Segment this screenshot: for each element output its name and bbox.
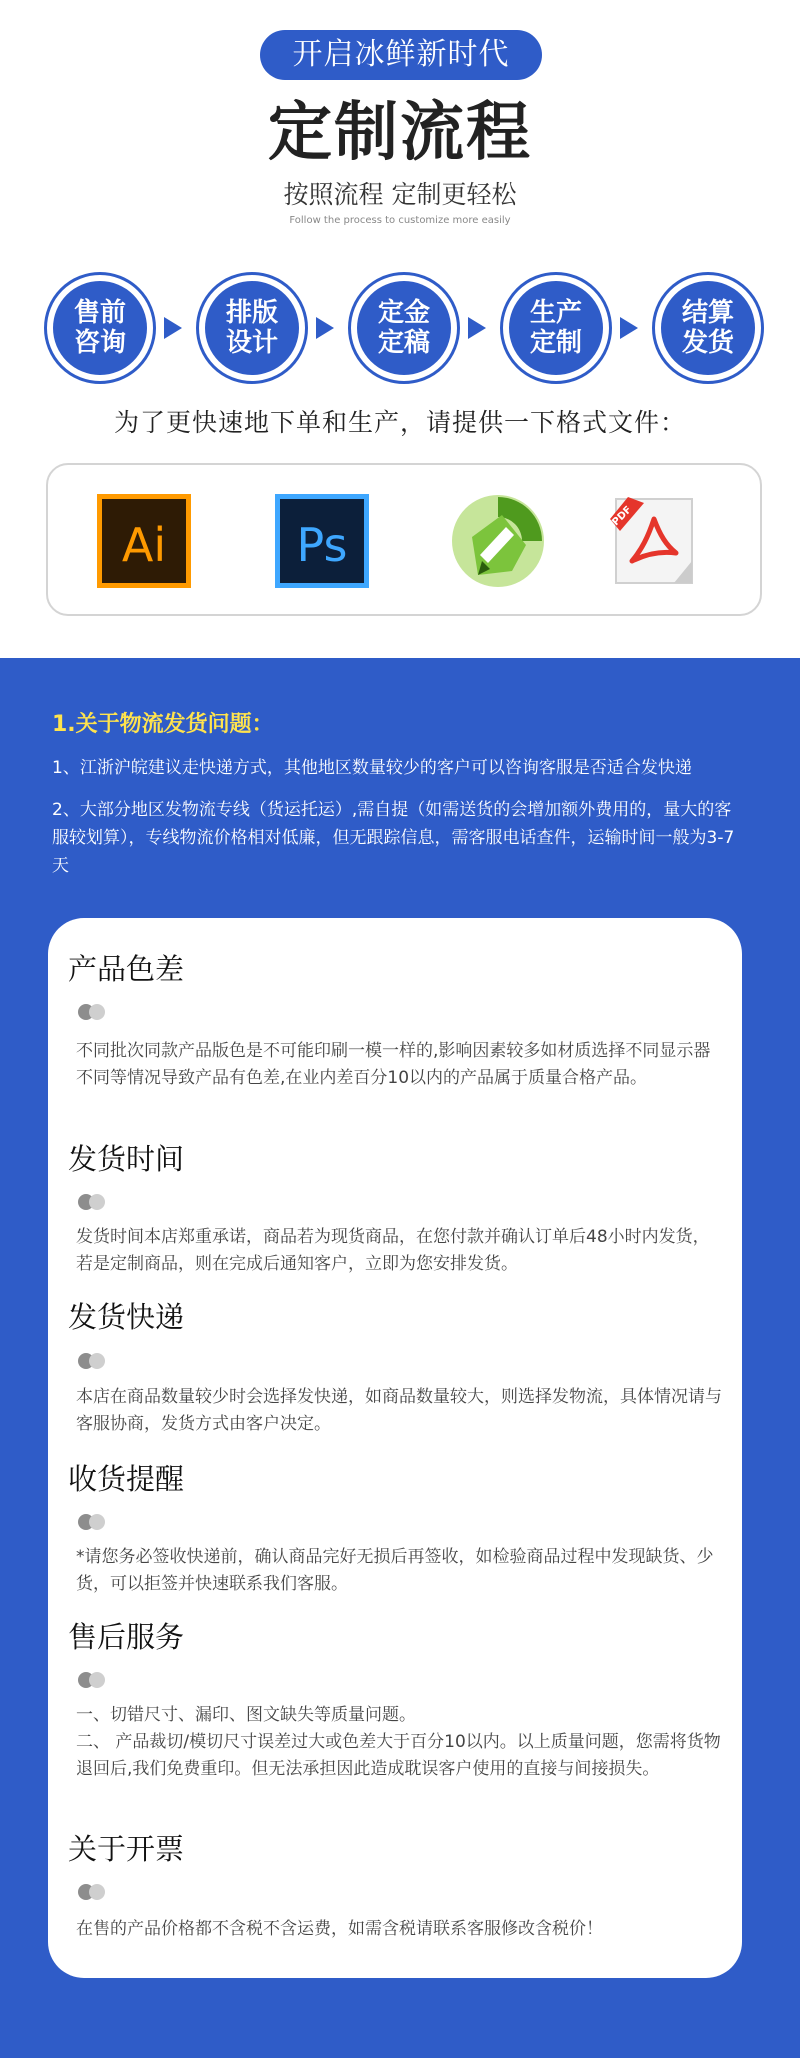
step-settle-ship xyxy=(652,272,764,384)
step-label: 售前 咨询 xyxy=(53,281,147,375)
adobe-photoshop-icon xyxy=(272,491,372,591)
toggle-dots-icon xyxy=(78,1884,106,1900)
section-title-invoice: 关于开票 xyxy=(68,1832,185,1866)
section-text-color-difference: 不同批次同款产品版色是不可能印刷一模一样的,影响因素较多如材质选择不同显示器不同等情况导致产品有色差,在业内差百分10以内的产品属于质量合格产品。 xyxy=(76,1041,711,1088)
toggle-dots-icon xyxy=(78,1672,106,1688)
toggle-dots-icon xyxy=(78,1004,106,1020)
toggle-dots-icon xyxy=(78,1514,106,1530)
step-production xyxy=(500,272,612,384)
section-title-shipping-time: 发货时间 xyxy=(68,1142,185,1176)
step-label: 定金 定稿 xyxy=(357,281,451,375)
process-steps xyxy=(0,272,800,387)
step-label: 结算 发货 xyxy=(661,281,755,375)
toggle-dots-icon xyxy=(78,1353,106,1369)
step-label: 排版 设计 xyxy=(205,281,299,375)
step-presale-consult xyxy=(44,272,156,384)
svg-text:Ai: Ai xyxy=(121,518,167,572)
toggle-dots-icon xyxy=(78,1194,106,1210)
coreldraw-icon xyxy=(448,491,548,591)
section-title-receipt-reminder: 收货提醒 xyxy=(68,1462,185,1496)
section-title-color-difference: 产品色差 xyxy=(68,952,185,986)
section-text-courier: 本店在商品数量较少时会选择发快递，如商品数量较大，则选择发物流，具体情况请与客服协商，发货方式由客户决定。 xyxy=(76,1387,722,1434)
step-label: 生产 定制 xyxy=(509,281,603,375)
logistics-title: 1.关于物流发货问题： xyxy=(52,712,274,737)
top-section xyxy=(0,0,800,658)
pdf-icon xyxy=(604,491,704,591)
section-text-shipping-time: 发货时间本店郑重承诺，商品若为现货商品，在您付款并确认订单后48小时内发货，若是定制商品，则在完成后通知客户，立即为您安排发货。 xyxy=(76,1227,710,1274)
section-text-receipt-reminder: *请您务必签收快递前，确认商品完好无损后再签收，如检验商品过程中发现缺货、少货，可以拒签并快速联系我们客服。 xyxy=(76,1547,714,1594)
file-format-request: 为了更快速地下单和生产，请提供一下格式文件： xyxy=(113,408,686,437)
step-layout-design xyxy=(196,272,308,384)
file-format-panel xyxy=(46,463,762,616)
section-title-courier: 发货快递 xyxy=(68,1300,185,1334)
page-title: 定制流程 xyxy=(268,96,532,170)
step-deposit-finalize xyxy=(348,272,460,384)
logistics-item-1: 1、江浙沪皖建议走快递方式，其他地区数量较少的客户可以咨询客服是否适合发快递 xyxy=(52,758,692,778)
section-text-after-sales: 一、切错尺寸、漏印、图文缺失等质量问题。 二、 产品裁切/模切尺寸误差过大或色差大于百分10以内。以上质量问题，您需将货物退回后,我们免费重印。但无法承担因此造成耽误客户使用的直接与间接损失。 xyxy=(76,1705,721,1779)
step-arrow-icon xyxy=(316,317,334,339)
section-text-invoice: 在售的产品价格都不含税不含运费，如需含税请联系客服修改含税价！ xyxy=(76,1919,603,1939)
section-title-after-sales: 售后服务 xyxy=(68,1620,185,1654)
logistics-item-2: 2、大部分地区发物流专线（货运托运）,需自提（如需送货的会增加额外费用的，量大的客服较划算），专线物流价格相对低廉，但无跟踪信息，需客服电话查件，运输时间一般为3-7天 xyxy=(52,800,735,876)
header-badge: 开启冰鲜新时代 xyxy=(260,30,542,80)
step-arrow-icon xyxy=(620,317,638,339)
notice-card xyxy=(48,918,742,1978)
step-arrow-icon xyxy=(468,317,486,339)
adobe-illustrator-icon xyxy=(94,491,194,591)
svg-text:Ps: Ps xyxy=(296,518,348,572)
info-section xyxy=(0,658,800,2058)
page-subtitle-english: Follow the process to customize more easily xyxy=(289,215,511,226)
page-subtitle: 按照流程 定制更轻松 xyxy=(283,180,517,209)
svg-text:PDF: PDF xyxy=(610,504,635,529)
step-arrow-icon xyxy=(164,317,182,339)
